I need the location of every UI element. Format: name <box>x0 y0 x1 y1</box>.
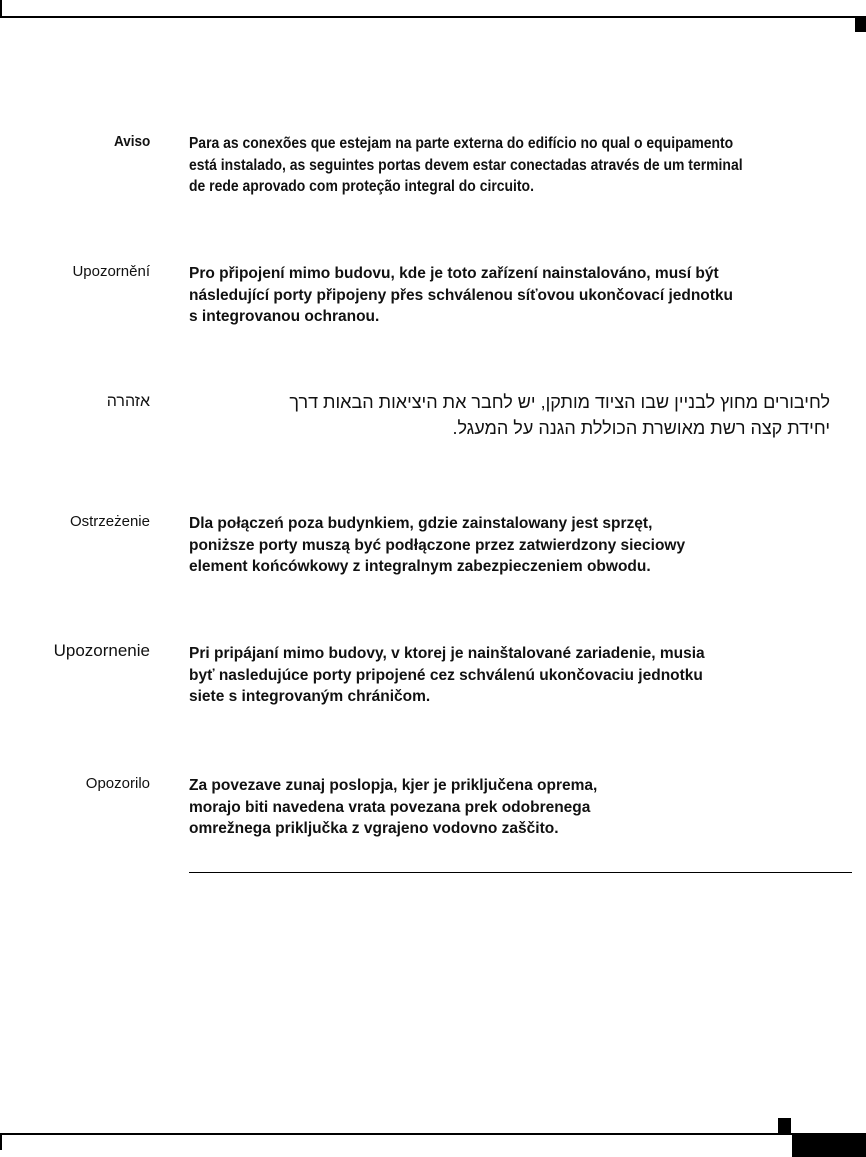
text-line: de rede aprovado com proteção integral do circuito. <box>189 178 534 195</box>
warning-text <box>189 133 743 198</box>
text-line: לחיבורים מחוץ לבניין שבו הציוד מותקן, יש לחבר את היציאות הבאות דרך <box>289 392 830 412</box>
warning-text <box>189 263 733 328</box>
text-line: Pro připojení mimo budovu, kde je toto zařízení nainstalováno, musí být <box>189 265 719 282</box>
footer-rule <box>0 1133 792 1135</box>
warning-text <box>289 389 830 441</box>
text-line: Para as conexões que estejam na parte externa do edifício no qual o equipamento <box>189 135 734 152</box>
text-line: יחידת קצה רשת מאושרת הכוללת הגנה על המעגל. <box>452 418 830 438</box>
text-line: está instalado, as seguintes portas devem estar conectadas através de um terminal <box>189 156 743 174</box>
warning-text <box>189 775 597 840</box>
text-line: morajo biti navedena vrata povezana prek odobrenega <box>189 798 591 816</box>
section-end-rule <box>189 872 852 873</box>
footer-page-tab <box>792 1133 866 1157</box>
header-corner-mark <box>855 18 866 32</box>
text-line: Dla połączeń poza budynkiem, gdzie zainstalowany jest sprzęt, <box>189 515 653 532</box>
text-line: následující porty připojeny přes schválenou síťovou ukončovací jednotku <box>189 286 734 304</box>
header-rule <box>0 16 866 18</box>
warning-label: Ostrzeżenie <box>69 513 150 530</box>
text-line: Pri pripájaní mimo budovy, v ktorej je nainštalované zariadenie, musia <box>189 645 705 662</box>
warning-text <box>189 513 685 578</box>
warning-label: Upozornění <box>72 263 150 280</box>
text-line: element końcówkowy z integralnym zabezpieczeniem obwodu. <box>189 558 651 575</box>
text-line: poniższe porty muszą być podłączone przez zatwierdzony sieciowy <box>189 536 686 554</box>
footer-left-tick <box>0 1133 2 1150</box>
text-line: s integrovanou ochranou. <box>189 308 380 325</box>
warning-text <box>189 643 705 708</box>
text-line: siete s integrovaným chráničom. <box>189 688 431 705</box>
warning-label: Opozorilo <box>85 775 150 792</box>
warning-label: Upozornenie <box>53 641 150 660</box>
footer-corner-mark <box>778 1118 791 1133</box>
warning-label: אזהרה <box>106 393 150 410</box>
warning-label: Aviso <box>113 133 150 150</box>
text-line: byť nasledujúce porty pripojené cez schválenú ukončovaciu jednotku <box>189 666 703 684</box>
text-line: omrežnega priključka z vgrajeno vodovno zaščito. <box>189 820 559 837</box>
text-line: Za povezave zunaj poslopja, kjer je priključena oprema, <box>189 777 598 794</box>
